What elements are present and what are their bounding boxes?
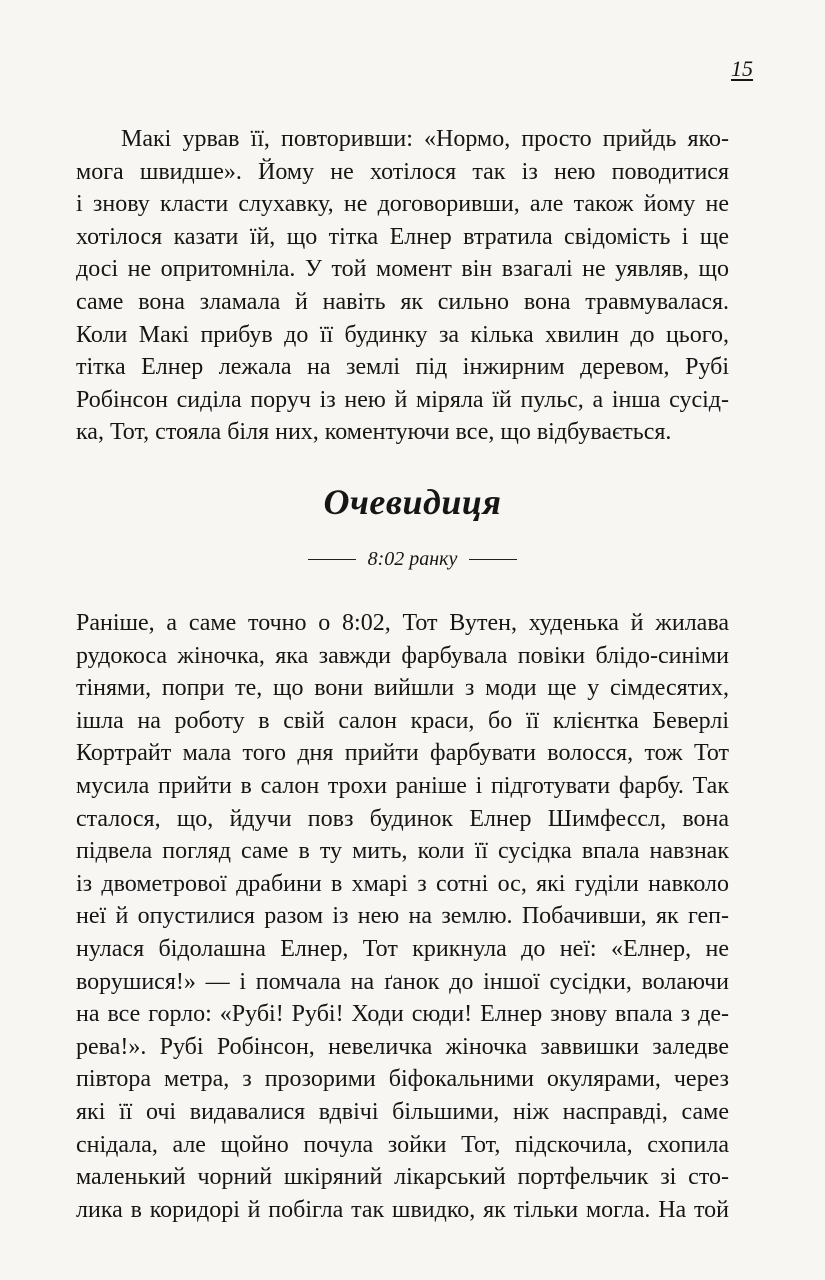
text-line: підвела погляд саме в ту мить, коли її сусідка впала навзнак xyxy=(76,838,729,865)
page-number: 15 xyxy=(731,56,753,81)
text-line: саме вона зламала й навіть як сильно вона травмувалася. xyxy=(76,288,729,315)
text-line: Робінсон сиділа поруч із нею й міряла їй пульс, а інша сусід- xyxy=(76,386,729,413)
text-line: досі не опритомніла. У той момент він взагалі не уявляв, що xyxy=(76,256,729,283)
text-line: нулася бідолашна Елнер, Тот крикнула до неї: «Елнер, не xyxy=(76,935,729,962)
text-line: мусила прийти в салон трохи раніше і підготувати фарбу. Так xyxy=(76,772,729,799)
text-line: неї й опустилися разом із нею на землю. Побачивши, як геп- xyxy=(76,903,729,930)
text-line: Кортрайт мала того дня прийти фарбувати волосся, тож Тот xyxy=(76,740,729,767)
dash-divider-left xyxy=(308,559,356,560)
text-line: Раніше, а саме точно о 8:02, Тот Вутен, худенька й жилава xyxy=(76,610,729,636)
text-line: тінями, попри те, що вони вийшли з моди ще у сімдесятих, xyxy=(76,675,729,702)
section-time-label: 8:02 ранку xyxy=(367,548,458,570)
text-line: Коли Макі прибув до її будинку за кілька хвилин до цього, xyxy=(76,321,729,348)
text-line: мога швидше». Йому не хотілося так із нею поводитися xyxy=(76,158,729,185)
section-heading: Очевидиця xyxy=(323,482,502,522)
text-line: півтора метра, з прозорими біфокальними окулярами, через xyxy=(76,1066,729,1093)
text-line: і знову класти слухавку, не договоривши, але також йому не xyxy=(76,191,729,218)
text-line: лика в коридорі й побігла так швидко, як тільки могла. На той xyxy=(76,1196,729,1223)
text-line: тітка Елнер лежала на землі під інжирним деревом, Рубі xyxy=(76,354,729,381)
section-time xyxy=(0,548,825,571)
text-line: Макі урвав її, повторивши: «Нормо, просто прийдь яко- xyxy=(121,126,729,152)
text-line: рудокоса жіночка, яка завжди фарбувала повіки блідо-синіми xyxy=(76,642,729,669)
paragraph-1 xyxy=(76,123,729,449)
dash-divider-right xyxy=(469,559,517,560)
text-line: хотілося казати їй, що тітка Елнер втратила свідомість і ще xyxy=(76,223,729,250)
text-line: снідала, але щойно почула зойки Тот, підскочила, схопила xyxy=(76,1131,729,1158)
text-line: ка, Тот, стояла біля них, коментуючи все, що відбувається. xyxy=(76,419,672,446)
text-line: ішла на роботу в свій салон краси, бо її клієнтка Беверлі xyxy=(76,707,729,734)
text-line: на все горло: «Рубі! Рубі! Ходи сюди! Елнер знову впала з де- xyxy=(76,1001,729,1028)
text-line: маленький чорний шкіряний лікарський портфельчик зі сто- xyxy=(76,1164,729,1191)
text-line: які її очі видавалися вдвічі більшими, ніж насправді, саме xyxy=(76,1098,729,1125)
text-line: ворушися!» — і помчала на ґанок до іншої сусідки, волаючи xyxy=(76,968,729,995)
text-line: рева!». Рубі Робінсон, невеличка жіночка заввишки заледве xyxy=(76,1033,729,1060)
paragraph-2 xyxy=(76,607,729,1226)
text-line: сталося, що, йдучи повз будинок Елнер Шимфесcл, вона xyxy=(76,805,729,832)
text-line: із двометрової драбини в хмарі з сотні ос, які гуділи навколо xyxy=(76,870,729,897)
